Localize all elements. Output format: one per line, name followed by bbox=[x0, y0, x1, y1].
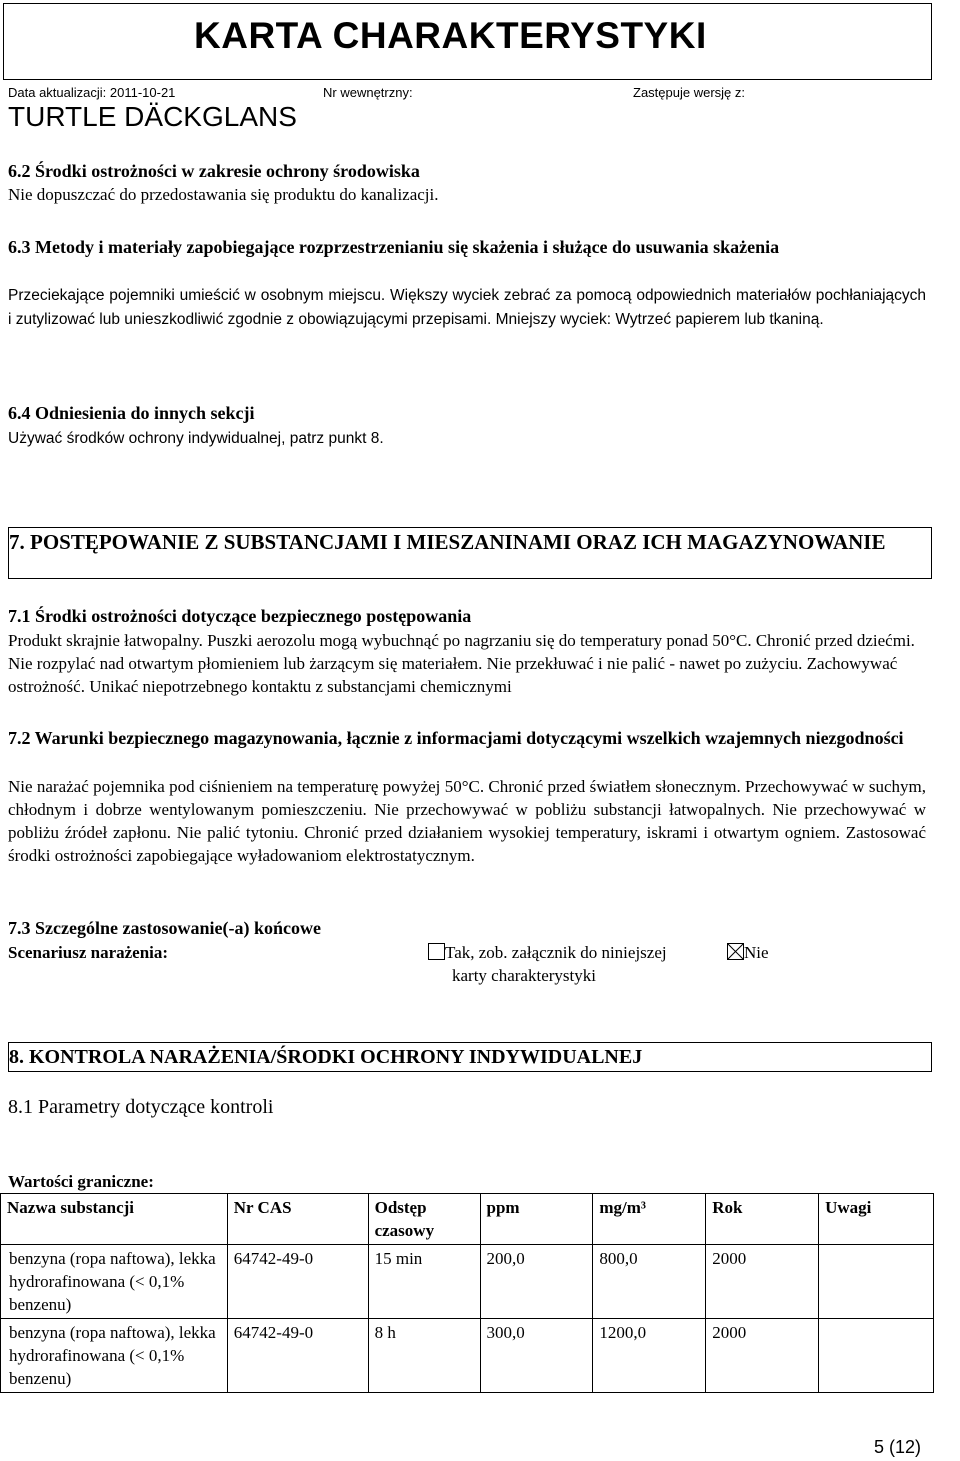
cell-time: 8 h bbox=[368, 1319, 480, 1393]
col-header-mgm3: mg/m³ bbox=[593, 1194, 706, 1245]
section-6-2-text: Nie dopuszczać do przedostawania się produktu do kanalizacji. bbox=[8, 185, 439, 204]
cell-ppm: 200,0 bbox=[480, 1245, 593, 1319]
internal-number-label: Nr wewnętrzny: bbox=[323, 85, 413, 100]
option-no-label: Nie bbox=[744, 943, 769, 962]
update-date: Data aktualizacji: 2011-10-21 bbox=[8, 85, 176, 100]
col-header-cas: Nr CAS bbox=[227, 1194, 368, 1245]
check-x-icon bbox=[728, 944, 743, 959]
section-6-4-heading: 6.4 Odniesienia do innych sekcji bbox=[8, 403, 255, 423]
option-yes-label: Tak, zob. załącznik do niniejszej bbox=[445, 943, 667, 962]
section-8-heading: 8. KONTROLA NARAŻENIA/ŚRODKI OCHRONY INDYWIDUALNEJ bbox=[9, 1046, 643, 1068]
section-7-2-heading: 7.2 Warunki bezpiecznego magazynowania, łącznie z informacjami dotyczącymi wszelkich wzajemnych niezgodności bbox=[8, 728, 904, 748]
section-7-3-heading: 7.3 Szczególne zastosowanie(-a) końcowe bbox=[8, 918, 321, 938]
title-box bbox=[3, 3, 932, 80]
cell-year: 2000 bbox=[706, 1319, 819, 1393]
table-row bbox=[1, 1245, 934, 1319]
cell-time: 15 min bbox=[368, 1245, 480, 1319]
cell-cas: 64742-49-0 bbox=[227, 1245, 368, 1319]
cell-notes bbox=[819, 1319, 934, 1393]
option-yes[interactable] bbox=[428, 941, 667, 964]
document-title: KARTA CHARAKTERYSTYKI bbox=[194, 15, 707, 56]
section-6-4-text: Używać środków ochrony indywidualnej, patrz punkt 8. bbox=[8, 430, 384, 447]
cell-year: 2000 bbox=[706, 1245, 819, 1319]
section-7-box bbox=[8, 527, 932, 579]
table-row bbox=[1, 1319, 934, 1393]
option-yes-label-line2: karty charakterystyki bbox=[452, 966, 596, 985]
scenario-label: Scenariusz narażenia: bbox=[8, 943, 169, 962]
section-6-2-heading: 6.2 Środki ostrożności w zakresie ochrony środowiska bbox=[8, 161, 420, 181]
section-8-box bbox=[8, 1042, 932, 1072]
section-7-1-text: Produkt skrajnie łatwopalny. Puszki aerozolu mogą wybuchnąć po nagrzaniu się do temperatury ponad 50°C. Chronić przed dziećmi. Nie rozpylać nad otwartym płomieniem lub żarzącym się materiałem. Nie przekłuwać i nie palić - nawet po zużyciu. Zachowywać ostrożność. Unikać niepotrzebnego kontaktu z substancjami chemicznymi bbox=[8, 631, 915, 696]
col-header-time: Odstęp czasowy bbox=[368, 1194, 480, 1245]
section-6-3-heading: 6.3 Metody i materiały zapobiegające rozprzestrzenianiu się skażenia i służące do usuwania skażenia bbox=[8, 237, 780, 257]
cell-mgm3: 1200,0 bbox=[593, 1319, 706, 1393]
section-7-1-heading: 7.1 Środki ostrożności dotyczące bezpiecznego postępowania bbox=[8, 606, 472, 626]
limit-values-label: Wartości graniczne: bbox=[8, 1172, 154, 1191]
cell-notes bbox=[819, 1245, 934, 1319]
replaces-version-label: Zastępuje wersję z: bbox=[633, 85, 745, 100]
cell-cas: 64742-49-0 bbox=[227, 1319, 368, 1393]
col-header-substance: Nazwa substancji bbox=[1, 1194, 228, 1245]
section-7-heading: 7. POSTĘPOWANIE Z SUBSTANCJAMI I MIESZANINAMI ORAZ ICH MAGAZYNOWANIE bbox=[9, 530, 886, 554]
section-6-3-text: Przeciekające pojemniki umieścić w osobnym miejscu. Większy wyciek zebrać za pomocą odpowiednich materiałów pochłaniających i zutylizować lub unieszkodliwić zgodnie z obowiązującymi przepisami. Mniejszy wyciek: Wytrzeć papierem lub tkaniną. bbox=[8, 287, 926, 328]
page-number: 5 (12) bbox=[874, 1437, 922, 1457]
col-header-year: Rok bbox=[706, 1194, 819, 1245]
col-header-ppm: ppm bbox=[480, 1194, 593, 1245]
cell-mgm3: 800,0 bbox=[593, 1245, 706, 1319]
cell-substance: benzyna (ropa naftowa), lekka hydrorafinowana (< 0,1% benzenu) bbox=[1, 1245, 228, 1319]
col-header-notes: Uwagi bbox=[819, 1194, 934, 1245]
option-no[interactable] bbox=[727, 941, 769, 964]
product-name: TURTLE DÄCKGLANS bbox=[8, 101, 297, 132]
checkbox-no[interactable] bbox=[727, 943, 744, 960]
cell-ppm: 300,0 bbox=[480, 1319, 593, 1393]
cell-substance: benzyna (ropa naftowa), lekka hydrorafinowana (< 0,1% benzenu) bbox=[1, 1319, 228, 1393]
limit-values-table bbox=[0, 1193, 934, 1393]
checkbox-yes[interactable] bbox=[428, 943, 445, 960]
section-7-2-text: Nie narażać pojemnika pod ciśnieniem na temperaturę powyżej 50°C. Chronić przed światłem słonecznym. Przechowywać w suchym, chłodnym i dobrze wentylowanym pomieszczeniu. Nie przechowywać w pobliżu substancji łatwopalnych. Nie przechowywać w pobliżu źródeł zapłonu. Nie palić tytoniu. Chronić przed działaniem wysokiej temperatury, iskrami i otwartym ogniem. Zastosować środki ostrożności zapobiegające wyładowaniom elektrostatycznym. bbox=[8, 777, 926, 865]
section-8-1-heading: 8.1 Parametry dotyczące kontroli bbox=[8, 1096, 274, 1118]
table-header-row bbox=[1, 1194, 934, 1245]
